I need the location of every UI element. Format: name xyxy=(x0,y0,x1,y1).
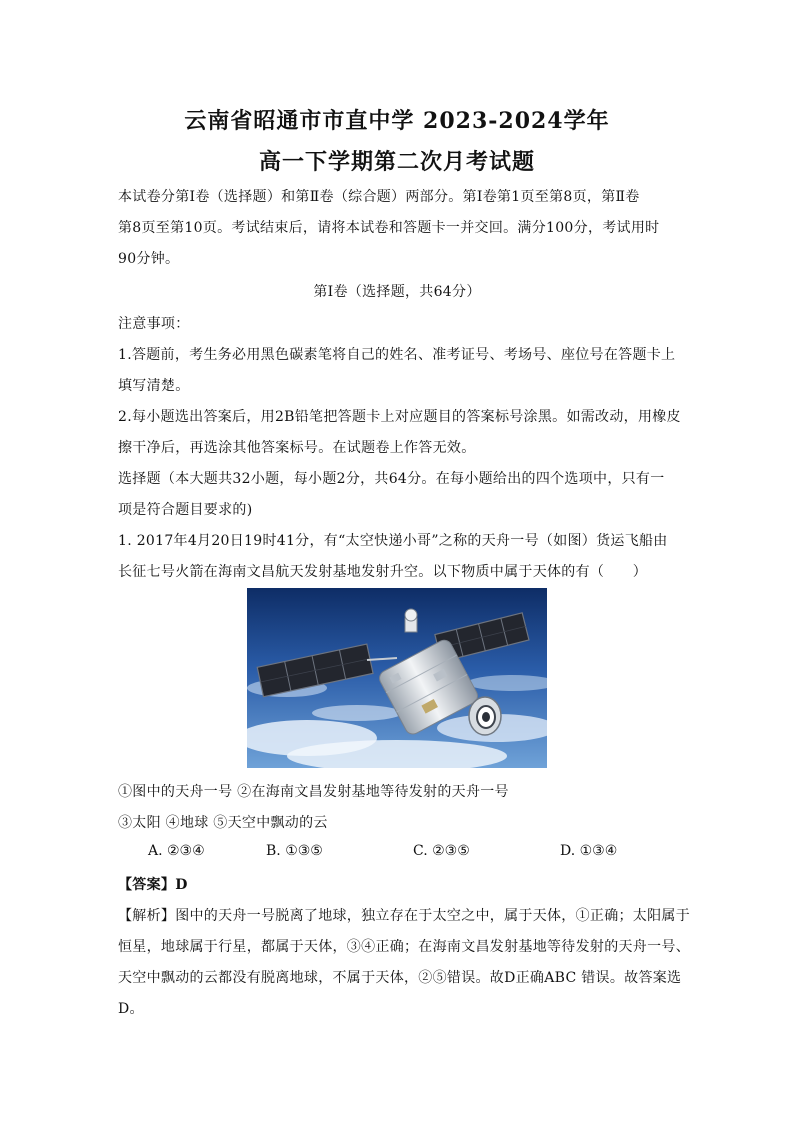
choice-intro-line: 选择题（本大题共32小题，每小题2分，共64分。在每小题给出的四个选项中，只有一 xyxy=(118,471,665,487)
question-stem-line: 长征七号火箭在海南文昌航天发射基地发射升空。以下物质中属于天体的有（ ） xyxy=(118,564,648,580)
spacecraft-figure xyxy=(247,588,547,768)
intro-line: 第8页至第10页。考试结束后，请将本试卷和答题卡一并交回。满分100分，考试用时 xyxy=(118,220,660,236)
option-a: A. ②③④ xyxy=(148,843,205,859)
question-stem-line: 1. 2017年4月20日19时41分，有“太空快递小哥”之称的天舟一号（如图）货运飞船由 xyxy=(118,533,668,549)
intro-line: 90分钟。 xyxy=(118,251,180,267)
exam-title-line2: 高一下学期第二次月考试题 xyxy=(258,149,535,175)
analysis-line: D。 xyxy=(118,1001,144,1017)
option-d: D. ①③④ xyxy=(560,843,618,859)
option-c: C. ②③⑤ xyxy=(413,843,470,859)
exam-title-line1: 云南省昭通市市直中学 2023-2024学年 xyxy=(184,108,610,134)
answer-line: 【答案】D xyxy=(118,877,188,893)
option-b: B. ①③⑤ xyxy=(266,843,323,859)
note-line: 擦干净后，再选涂其他答案标号。在试题卷上作答无效。 xyxy=(118,440,476,456)
choice-intro-line: 项是符合题目要求的) xyxy=(118,502,253,518)
analysis-line: 恒星，地球属于行星，都属于天体，③④正确；在海南文昌发射基地等待发射的天舟一号、 xyxy=(118,939,690,955)
analysis-line: 【解析】图中的天舟一号脱离了地球，独立存在于太空之中，属于天体，①正确；太阳属于 xyxy=(118,908,690,924)
question-item-line: ①图中的天舟一号 ②在海南文昌发射基地等待发射的天舟一号 xyxy=(118,784,509,800)
section-title: 第Ⅰ卷（选择题，共64分） xyxy=(313,284,481,300)
notes-heading: 注意事项： xyxy=(118,316,190,332)
note-line: 填写清楚。 xyxy=(118,378,190,394)
tianzhou-spacecraft-image xyxy=(247,588,547,768)
note-line: 2.每小题选出答案后，用2B铅笔把答题卡上对应题目的答案标号涂黑。如需改动，用橡皮 xyxy=(118,409,681,425)
intro-line: 本试卷分第Ⅰ卷（选择题）和第Ⅱ卷（综合题）两部分。第Ⅰ卷第1页至第8页，第Ⅱ卷 xyxy=(118,189,640,205)
note-line: 1.答题前，考生务必用黑色碳素笔将自己的姓名、准考证号、考场号、座位号在答题卡上 xyxy=(118,347,676,363)
analysis-line: 天空中飘动的云都没有脱离地球，不属于天体，②⑤错误。故D正确ABC 错误。故答案选 xyxy=(118,970,682,986)
question-item-line: ③太阳 ④地球 ⑤天空中飘动的云 xyxy=(118,815,328,831)
